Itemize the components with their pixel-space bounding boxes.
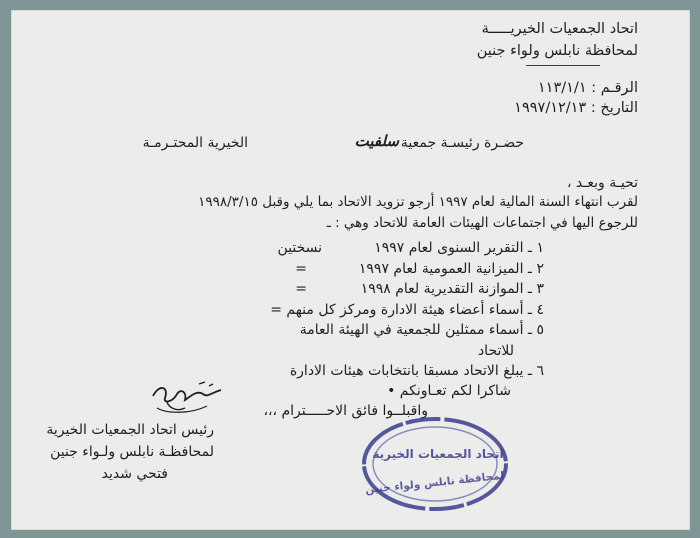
list-item: ٢ ـ الميزانية العمومية لعام ١٩٩٧: [358, 261, 544, 277]
stamp-text-line1: اتحاد الجمعيات الخيرية: [372, 447, 504, 461]
letter-date: التاريخ : ١٩٩٧/١٢/١٣: [514, 100, 638, 116]
list-item: للاتحاد: [477, 343, 514, 359]
letter-sheet: [11, 10, 690, 530]
body-paragraph-1: لقرب انتهاء السنة المالية لعام ١٩٩٧ أرجو تزويد الاتحاد بما يلي وقبل ١٩٩٨/٣/١٥: [198, 194, 638, 210]
recipient-honorific: الخيرية المحتـرمـة: [142, 135, 248, 151]
signatory-title: رئيس اتحاد الجمعيات الخيرية: [46, 422, 214, 438]
recipient-name: سلفيت: [354, 132, 399, 150]
list-item-note: نسختين: [277, 240, 322, 256]
stamp-text-line2: لمحافظة نابلس ولواء جنين: [364, 469, 505, 497]
closing-respect: واقبلــوا فائق الاحـــــترام ،،،: [263, 403, 428, 419]
signatory-name: فتحي شديد: [101, 466, 168, 482]
list-item: ٣ ـ الموازنة التقديرية لعام ١٩٩٨: [360, 281, 544, 297]
organization-stamp: [360, 414, 510, 514]
reference-number: الرقـم : ١١٣/١/١: [537, 80, 638, 96]
list-item: ٦ ـ يبلغ الاتحاد مسبقا بانتخابات هيئات الادارة: [289, 363, 544, 379]
recipient-salutation: حضـرة رئيسـة جمعية: [400, 135, 524, 151]
list-item: ٤ ـ أسماء أعضاء هيئة الادارة ومركز كل منهم =: [270, 302, 544, 318]
header-underline: [526, 65, 600, 66]
list-item: ١ ـ التقرير السنوى لعام ١٩٩٧: [374, 240, 544, 256]
org-name-line1: اتحاد الجمعيات الخيريـــــة: [481, 21, 638, 37]
org-name-line2: لمحافظة نابلس ولواء جنين: [476, 43, 638, 59]
greeting: تحيـة وبعـد ،: [566, 175, 638, 191]
closing-thanks: شاكرا لكم تعـاونكم •: [387, 383, 511, 399]
list-item-note: =: [295, 261, 307, 277]
body-paragraph-2: للرجوع اليها في اجتماعات الهيئات العامة للاتحاد وهي : ـ: [326, 215, 638, 231]
list-item-note: =: [295, 281, 307, 297]
signatory-region: لمحافظـة نابلس ولـواء جنين: [50, 444, 214, 460]
handwritten-signature: [147, 378, 227, 418]
list-item: ٥ ـ أسماء ممثلين للجمعية في الهيئة العامة: [299, 322, 544, 338]
